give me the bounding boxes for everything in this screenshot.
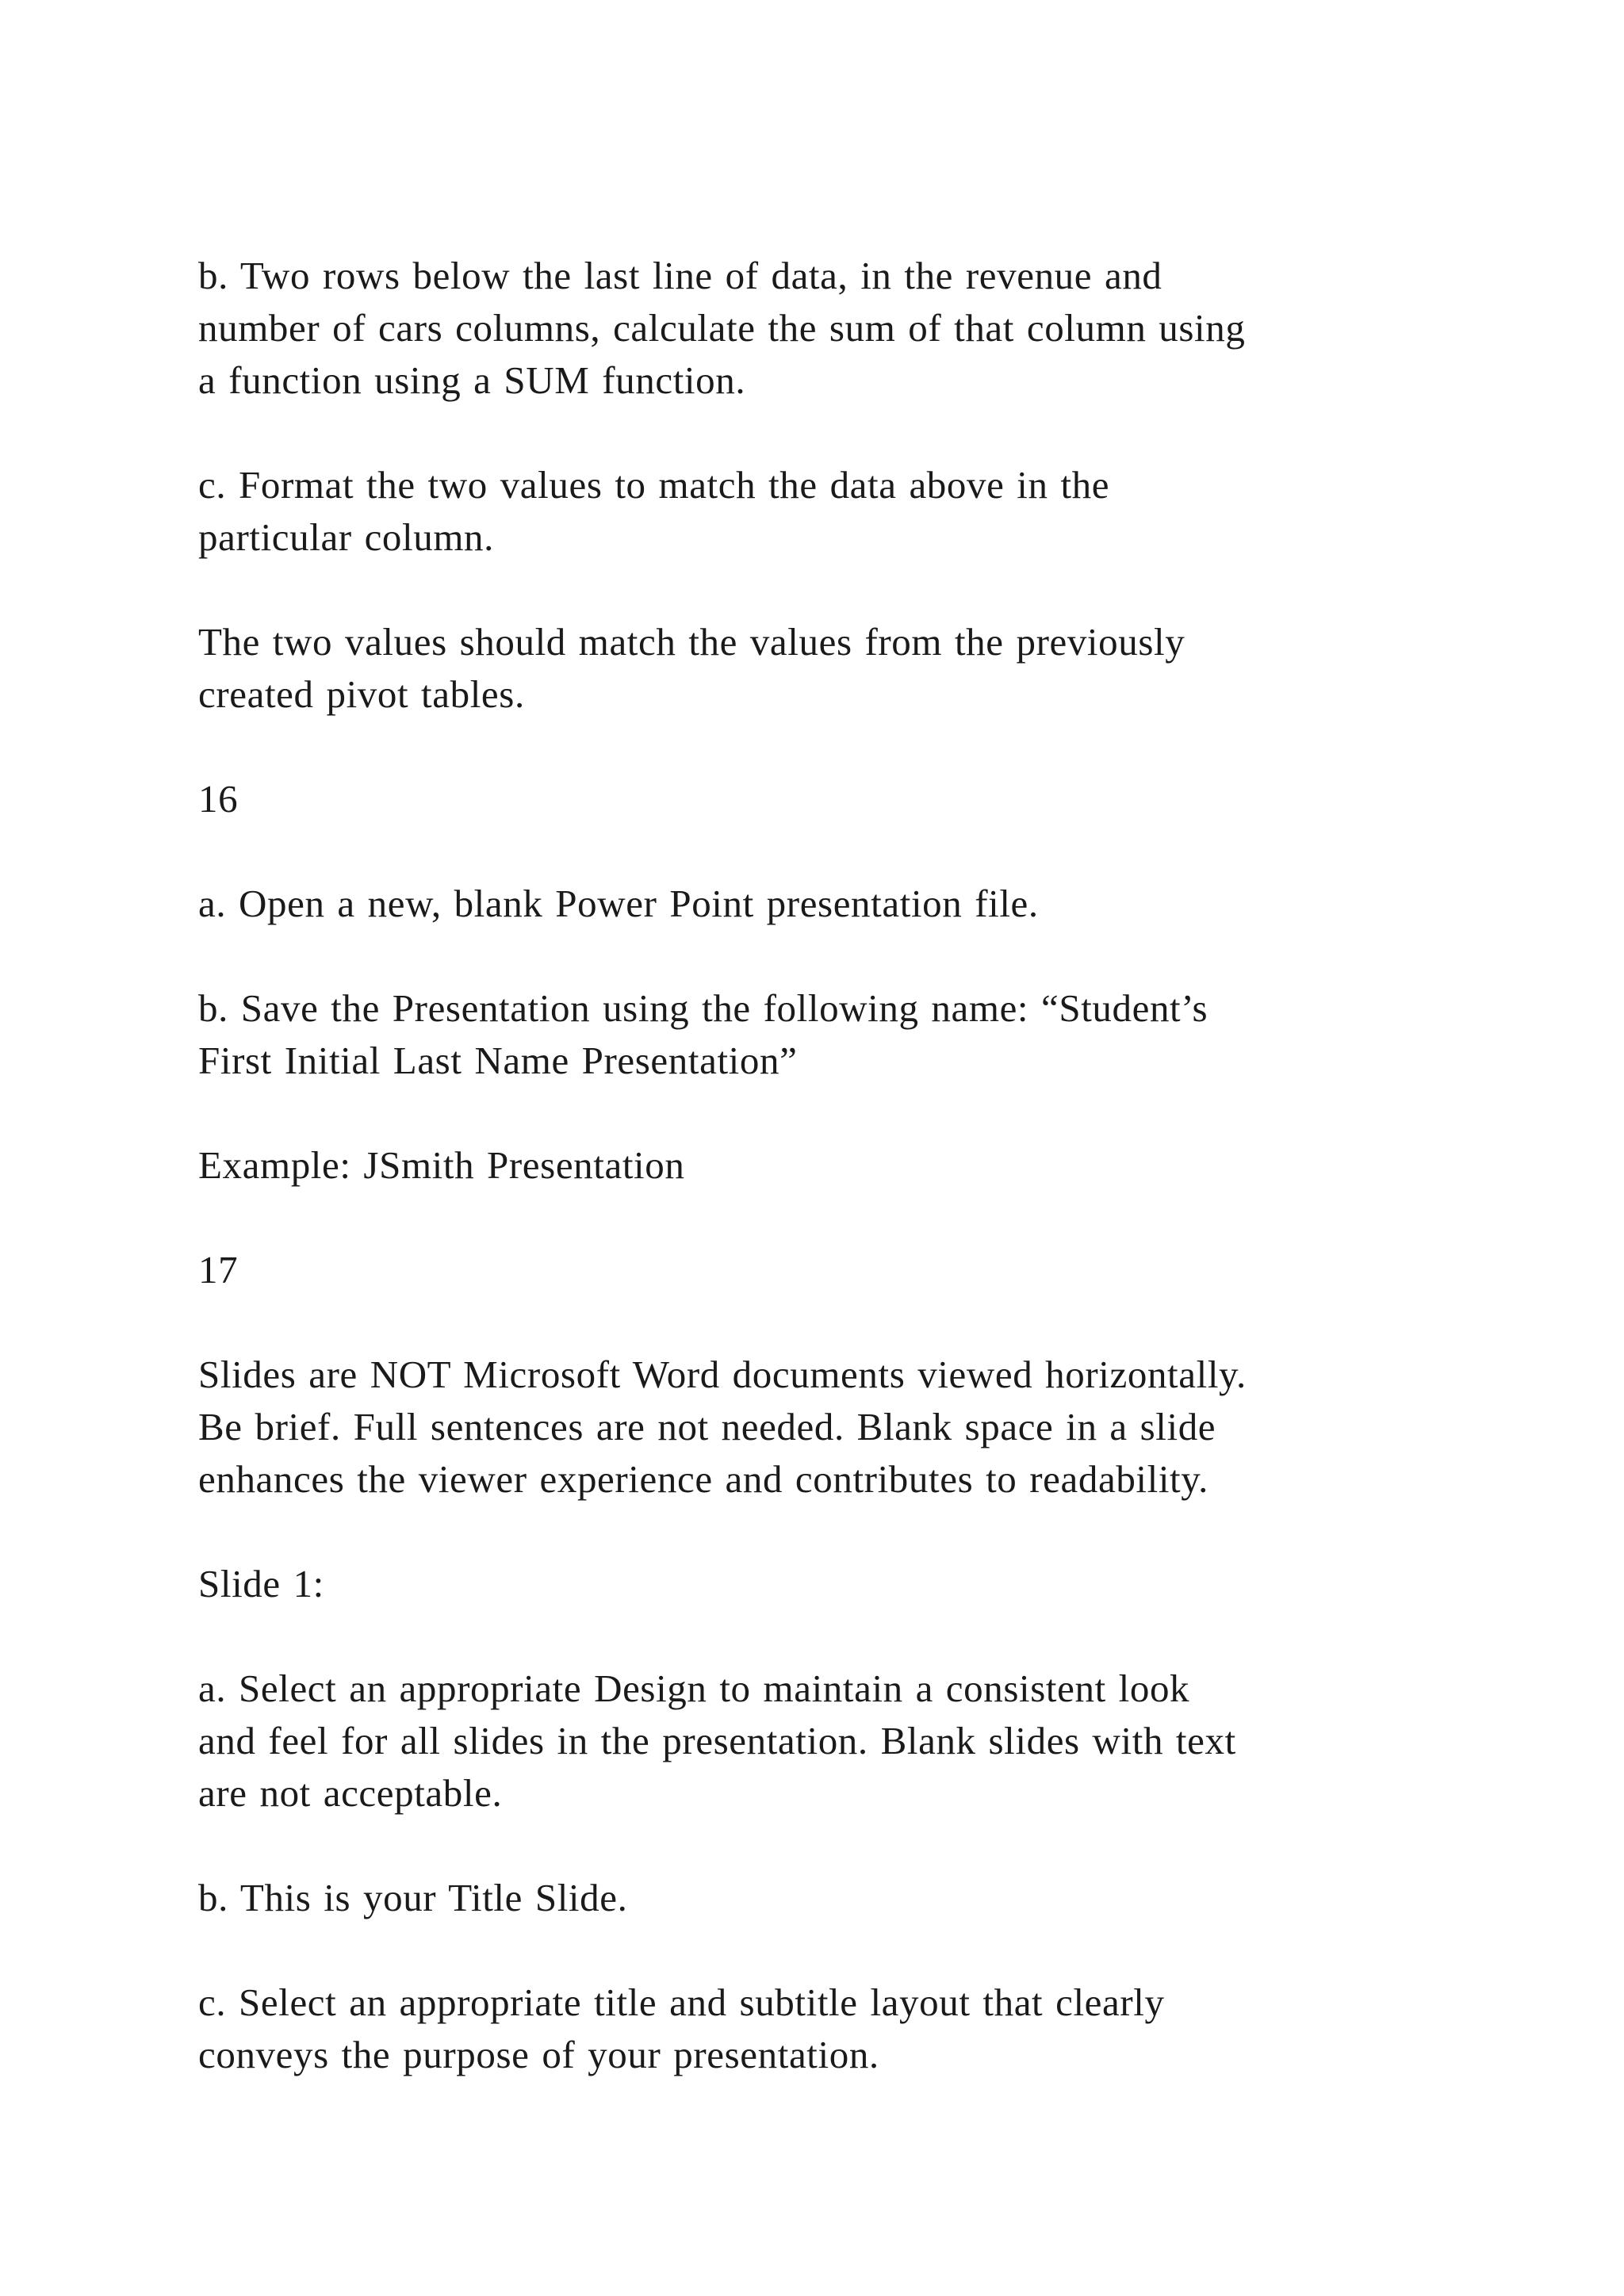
slide-1-heading: Slide 1: (198, 1562, 324, 1605)
paragraph-16b-line-2: First Initial Last Name Presentation” (198, 1039, 798, 1082)
paragraph-note-line-2: created pivot tables. (198, 672, 525, 716)
example-line: Example: JSmith Presentation (198, 1143, 685, 1187)
paragraph-17-intro-line-1: Slides are NOT Microsoft Word documents viewed horizontally. (198, 1353, 1247, 1396)
paragraph-17c-line-2: conveys the purpose of your presentation. (198, 2033, 879, 2076)
paragraph-17b-line-1: b. This is your Title Slide. (198, 1876, 628, 1919)
paragraph-17a-line-3: are not acceptable. (198, 1771, 503, 1815)
paragraph-17a-line-2: and feel for all slides in the presentation. Blank slides with text (198, 1719, 1236, 1762)
step-number-17: 17 (198, 1248, 239, 1292)
paragraph-16b-line-1: b. Save the Presentation using the following name: “Student’s (198, 986, 1208, 1030)
paragraph-note-line-1: The two values should match the values from the previously (198, 620, 1185, 664)
paragraph-15b-line-2: number of cars columns, calculate the sum of that column using (198, 306, 1246, 350)
paragraph-15c-line-2: particular column. (198, 515, 494, 559)
paragraph-17c-line-1: c. Select an appropriate title and subtitle layout that clearly (198, 1980, 1165, 2024)
paragraph-17-intro-line-2: Be brief. Full sentences are not needed. Blank space in a slide (198, 1405, 1216, 1448)
paragraph-15b-line-1: b. Two rows below the last line of data, in the revenue and (198, 254, 1162, 297)
paragraph-15b-line-3: a function using a SUM function. (198, 358, 746, 402)
paragraph-16a-line-1: a. Open a new, blank Power Point presentation file. (198, 882, 1039, 925)
paragraph-17a-line-1: a. Select an appropriate Design to maintain a consistent look (198, 1667, 1190, 1710)
step-number-16: 16 (198, 777, 239, 821)
paragraph-17-intro-line-3: enhances the viewer experience and contributes to readability. (198, 1457, 1209, 1501)
paragraph-15c-line-1: c. Format the two values to match the data above in the (198, 463, 1110, 507)
